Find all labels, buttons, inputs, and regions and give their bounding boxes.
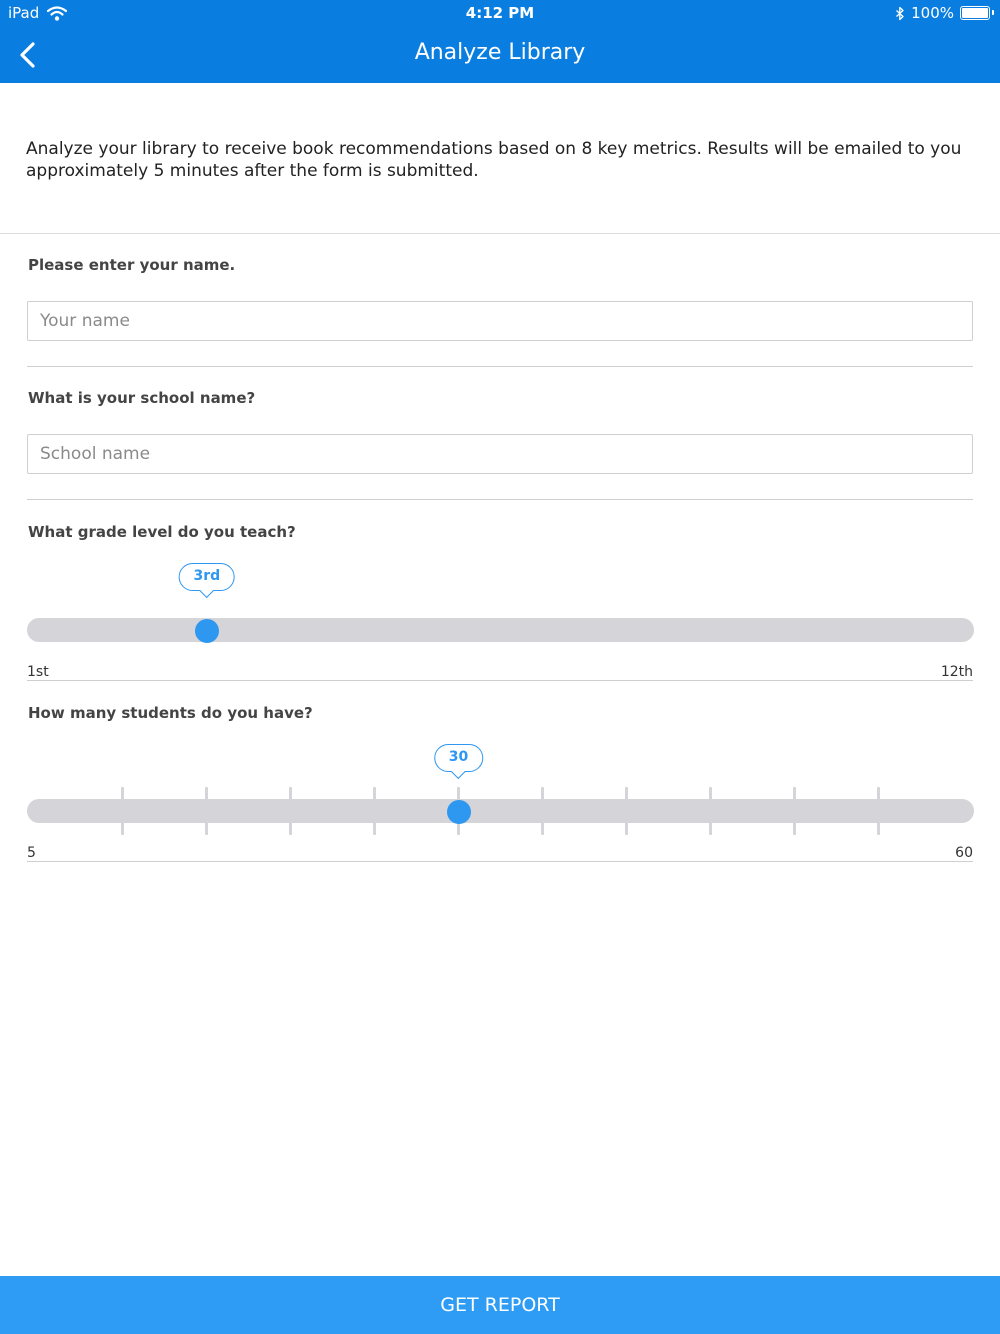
students-slider[interactable]	[27, 799, 974, 823]
status-time: 4:12 PM	[465, 4, 535, 22]
divider	[27, 499, 973, 500]
status-right	[895, 4, 990, 22]
students-slider-track[interactable]	[27, 799, 974, 823]
slider-tick	[709, 787, 712, 835]
slider-tick	[205, 787, 208, 835]
page-title: Analyze Library	[414, 40, 586, 65]
battery-icon	[960, 6, 990, 20]
battery-percent: 100%	[911, 4, 954, 22]
status-bar	[0, 0, 1000, 28]
slider-tick	[373, 787, 376, 835]
slider-tick	[793, 787, 796, 835]
name-input[interactable]	[27, 301, 973, 341]
students-label: How many students do you have?	[28, 704, 313, 722]
students-slider-thumb[interactable]	[447, 800, 471, 824]
slider-tick	[541, 787, 544, 835]
intro-divider	[0, 233, 1000, 234]
intro-text: Analyze your library to receive book recommendations based on 8 key metrics. Results will be emailed to you approximately 5 minutes after the form is submitted.	[26, 139, 962, 181]
grade-label: What grade level do you teach?	[28, 523, 296, 541]
grade-slider-thumb[interactable]	[195, 619, 219, 643]
bluetooth-icon	[895, 6, 905, 21]
students-value-bubble: 30	[434, 744, 483, 772]
divider	[27, 861, 973, 862]
grade-slider[interactable]	[27, 618, 974, 642]
grade-slider-track[interactable]	[27, 618, 974, 642]
grade-min-label: 1st	[27, 664, 49, 680]
device-name: iPad	[8, 4, 40, 22]
students-max-label: 60	[955, 845, 973, 861]
get-report-button[interactable]: GET REPORT	[0, 1276, 1000, 1334]
slider-tick	[121, 787, 124, 835]
school-input[interactable]	[27, 434, 973, 474]
top-bar	[0, 0, 1000, 83]
slider-tick	[625, 787, 628, 835]
school-label: What is your school name?	[28, 389, 256, 407]
grade-value-bubble: 3rd	[178, 563, 235, 591]
divider	[27, 366, 973, 367]
students-min-label: 5	[27, 845, 36, 861]
grade-max-label: 12th	[940, 664, 973, 680]
name-label: Please enter your name.	[28, 256, 236, 274]
divider	[27, 680, 973, 681]
slider-tick	[289, 787, 292, 835]
slider-tick	[877, 787, 880, 835]
